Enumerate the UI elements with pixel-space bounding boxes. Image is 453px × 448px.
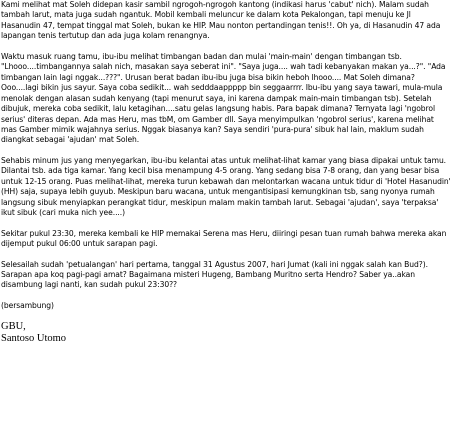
paragraph-4: Sekitar pukul 23:30, mereka kembali ke HIP memakai Serena mas Heru, diiringi pesan tuan rumah bahwa mereka akan dijemput pukul 06:00 untuk sarapan pagi. <box>1 228 447 249</box>
paragraph-gap <box>1 219 451 229</box>
author-name: Santoso Utomo <box>1 333 67 345</box>
paragraph-gap <box>1 291 451 301</box>
paragraph-2: Waktu masuk ruang tamu, ibu-ibu melihat timbangan badan dan mulai 'main-main' dengan timbangan tsb. "Lhooo....timbangannya salah nich, masakan saya seberat ini". "Saya juga.... wah tadi kebanyakan makan ya...?". "Ada timbangan lain lagi nggak...???". Urusan berat badan ibu-ibu juga bisa bikin heboh lhooo.... Mat Soleh dimana? Ooo....lagi bikin jus sayur. Saya coba sedikit... wah sedddaappppp bin seggaarrrr. Ibu-ibu yang saya tawari, mula-mula menolak dengan alasan sudah kenyang (tapi menurut saya, ini karena dampak main-main timbangan tsb). Setelah dibujuk, mereka coba sedikit, lalu ketagihan....satu gelas langsung habis. Para bapak dimana? Ternyata lagi 'ngobrol serius' diteras depan. Ada mas Heru, mas tbM, om Gamber dll. Saya menyimpulkan 'ngobrol serius', karena melihat mas Gamber mimik wajahnya serius. Nggak biasanya kan? Saya sendiri 'pura-pura' sibuk hal lain, maklum sudah diangkat sebagai 'ajudan' mat Soleh. <box>1 51 446 145</box>
closing-greeting: GBU, <box>1 321 26 333</box>
continuation-note: (bersambung) <box>1 300 54 310</box>
paragraph-gap <box>1 146 451 156</box>
document-body <box>1 0 451 345</box>
paragraph-gap <box>1 311 451 321</box>
paragraph-gap <box>1 250 451 260</box>
paragraph-1: Kami melihat mat Soleh didepan kasir sambil ngrogoh-ngrogoh kantong (indikasi harus 'cabut' nich). Malam sudah tambah larut, mata juga sudah ngantuk. Mobil kembali meluncur ke dalam kota Pekalongan, tapi menuju ke Jl Hasanudin 47, tempat tinggal mat Soleh, bukan ke HIP. Mau nonton pertandingan tenis!!. Oh ya, di Hasanudin 47 ada lapangan tenis tertutup dan ada juga kolam renangnya. <box>1 0 441 41</box>
paragraph-3: Sehabis minum jus yang menyegarkan, ibu-ibu kelantai atas untuk melihat-lihat kamar yang biasa dipakai untuk tamu. Dilantai tsb. ada tiga kamar. Yang kecil bisa menampung 4-5 orang. Yang sedang bisa 7-8 orang, dan yang besar bisa untuk 12-15 orang. Puas melihat-lihat, mereka turun kebawah dan melontarkan wacana untuk tidur di 'Hotel Hasanudin' (HH) saja, supaya lebih guyub. Meskipun baru wacana, untuk mengantisipasi kemungkinan tsb, sang nyonya rumah langsung sibuk menyiapkan perangkat tidur, meskipun malam makin tambah larut. Sebagai 'ajudan', saya 'terpaksa' ikut sibuk (cari muka nich yee....) <box>1 155 451 218</box>
paragraph-5: Selesailah sudah 'petualangan' hari pertama, tanggal 31 Agustus 2007, hari Jumat (kali ini nggak salah kan Bud?). Sarapan apa koq pagi-pagi amat? Bagaimana misteri Hugeng, Bambang Muritno serta Hendro? Saber ya..akan disambung lagi nanti, kan sudah pukul 23:30?? <box>1 259 428 290</box>
paragraph-gap <box>1 42 451 52</box>
